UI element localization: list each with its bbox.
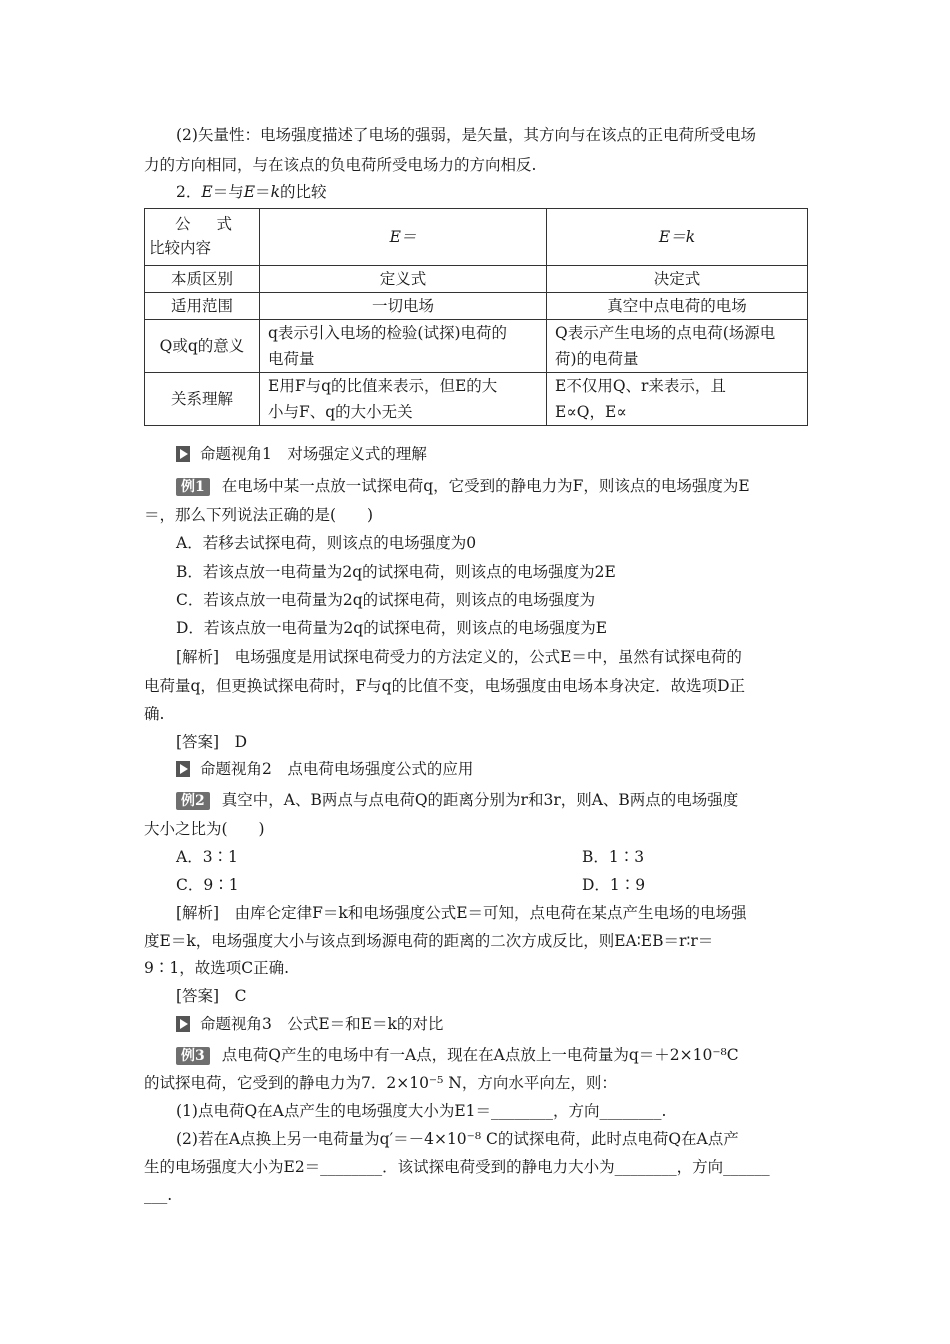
row-label: Q或q的意义 xyxy=(145,320,260,373)
angle2-heading xyxy=(176,759,473,779)
ex3-question2-line1: (2)若在A点换上另一电荷量为q′＝－4×10⁻⁸ C的试探电荷，此时点电荷Q在A点产 xyxy=(176,1130,739,1148)
cell-line: E用F与q的比值来表示，但E的大 xyxy=(268,377,498,395)
ex2-stem1 xyxy=(176,790,738,810)
ex2-answer: [答案] C xyxy=(176,987,247,1005)
col2-header: E＝k xyxy=(547,209,808,266)
header-corner-top: 公式 xyxy=(175,215,259,233)
text: 的比较 xyxy=(279,183,327,201)
ex2-stem2: 大小之比为( ) xyxy=(144,820,265,838)
ex1-stem2: ＝，那么下列说法正确的是( ) xyxy=(144,506,374,524)
ex3-stem1 xyxy=(176,1045,739,1065)
text: ＝ xyxy=(255,183,271,201)
play-triangle-icon xyxy=(176,446,190,462)
cell: 一切电场 xyxy=(260,293,547,320)
ex3-question2-line3: ___. xyxy=(144,1186,173,1204)
col1-header: E＝ xyxy=(260,209,547,266)
para-vector-line1: (2)矢量性：电场强度描述了电场的强弱，是矢量，其方向与在该点的正电荷所受电场 xyxy=(176,126,756,144)
example-tag: 例1 xyxy=(176,478,210,496)
symbol-k: k xyxy=(270,183,280,201)
table-row xyxy=(145,293,808,320)
ex2-analysis3: 9∶1，故选项C正确. xyxy=(144,959,290,977)
ex1-stem1-text: 在电场中某一点放一试探电荷q，它受到的静电力为F，则该点的电场强度为E xyxy=(221,477,750,495)
comparison-table xyxy=(144,208,808,426)
cell xyxy=(547,320,808,373)
table-row xyxy=(145,320,808,373)
ex3-question2-line2: 生的电场强度大小为E2＝________．该试探电荷受到的静电力大小为________，方向______ xyxy=(144,1158,770,1176)
ex2-analysis1: [解析] 由库仑定律F＝k和电场强度公式E＝可知，点电荷在某点产生电场的电场强 xyxy=(176,904,747,922)
ex3-question1: (1)点电荷Q在A点产生的电场强度大小为E1＝________，方向________. xyxy=(176,1102,667,1120)
text: ＝与 xyxy=(212,183,244,201)
cell-line: Q表示产生电场的点电荷(场源电 xyxy=(555,324,776,342)
cell-line: E不仅用Q、r来表示，且 xyxy=(555,377,726,395)
cell: 真空中点电荷的电场 xyxy=(547,293,808,320)
cell-line: 小与F、q的大小无关 xyxy=(268,403,413,421)
play-triangle-icon xyxy=(176,1016,190,1032)
ex1-analysis3: 确. xyxy=(144,705,165,723)
ex1-option-b: B．若该点放一电荷量为2q的试探电荷，则该点的电场强度为2E xyxy=(176,563,616,581)
ex2-option-b: B．1∶3 xyxy=(582,848,645,866)
section-2-heading xyxy=(176,182,326,202)
ex1-answer: [答案] D xyxy=(176,733,248,751)
example-tag: 例2 xyxy=(176,792,210,810)
row-label: 本质区别 xyxy=(145,266,260,293)
ex1-analysis1: [解析] 电场强度是用试探电荷受力的方法定义的，公式E＝中，虽然有试探电荷的 xyxy=(176,648,742,666)
cell-line: q表示引入电场的检验(试探)电荷的 xyxy=(268,324,508,342)
angle1-title: 命题视角1 对场强定义式的理解 xyxy=(200,445,427,463)
example-tag: 例3 xyxy=(176,1047,210,1065)
angle2-title: 命题视角2 点电荷电场强度公式的应用 xyxy=(200,760,474,778)
header-corner-cell xyxy=(145,209,260,266)
row-label: 关系理解 xyxy=(145,373,260,426)
cell-line: E∝Q，E∝ xyxy=(555,403,627,421)
row-label: 适用范围 xyxy=(145,293,260,320)
cell xyxy=(260,320,547,373)
angle1-heading xyxy=(176,444,427,464)
cell: 定义式 xyxy=(260,266,547,293)
para-vector-line2: 力的方向相同，与在该点的负电荷所受电场力的方向相反. xyxy=(144,156,537,174)
table-header-row xyxy=(145,209,808,266)
play-triangle-icon xyxy=(176,761,190,777)
cell xyxy=(260,373,547,426)
ex2-stem1-text: 真空中，A、B两点与点电荷Q的距离分别为r和3r，则A、B两点的电场强度 xyxy=(221,791,739,809)
ex2-option-c: C．9∶1 xyxy=(176,876,239,894)
symbol-e: E xyxy=(243,183,256,201)
ex1-analysis2: 电荷量q，但更换试探电荷时，F与q的比值不变，电场强度由电场本身决定．故选项D正 xyxy=(144,677,746,695)
ex1-option-d: D．若该点放一电荷量为2q的试探电荷，则该点的电场强度为E xyxy=(176,619,608,637)
table-row xyxy=(145,373,808,426)
ex3-stem1-text: 点电荷Q产生的电场中有一A点，现在在A点放上一电荷量为q＝＋2×10⁻⁸C xyxy=(221,1046,739,1064)
ex2-analysis2: 度E＝k，电场强度大小与该点到场源电荷的距离的二次方成反比，则EA∶EB＝r∶r＝ xyxy=(144,932,714,950)
cell-line: 电荷量 xyxy=(268,350,315,368)
cell: 决定式 xyxy=(547,266,808,293)
ex2-option-a: A．3∶1 xyxy=(176,848,238,866)
ex1-stem1 xyxy=(176,476,750,496)
angle3-title: 命题视角3 公式E＝和E＝k的对比 xyxy=(200,1015,444,1033)
symbol-e: E xyxy=(201,183,213,201)
section-number: 2． xyxy=(176,183,202,201)
table-row xyxy=(145,266,808,293)
cell xyxy=(547,373,808,426)
cell-line: 荷)的电荷量 xyxy=(555,350,639,368)
ex1-option-a: A．若移去试探电荷，则该点的电场强度为0 xyxy=(176,534,477,552)
angle3-heading xyxy=(176,1014,443,1034)
ex2-option-d: D．1∶9 xyxy=(582,876,646,894)
header-corner-bottom: 比较内容 xyxy=(149,239,212,257)
ex1-option-c: C．若该点放一电荷量为2q的试探电荷，则该点的电场强度为 xyxy=(176,591,596,609)
ex3-stem2: 的试探电荷，它受到的静电力为7．2×10⁻⁵ N，方向水平向左，则： xyxy=(144,1074,617,1092)
